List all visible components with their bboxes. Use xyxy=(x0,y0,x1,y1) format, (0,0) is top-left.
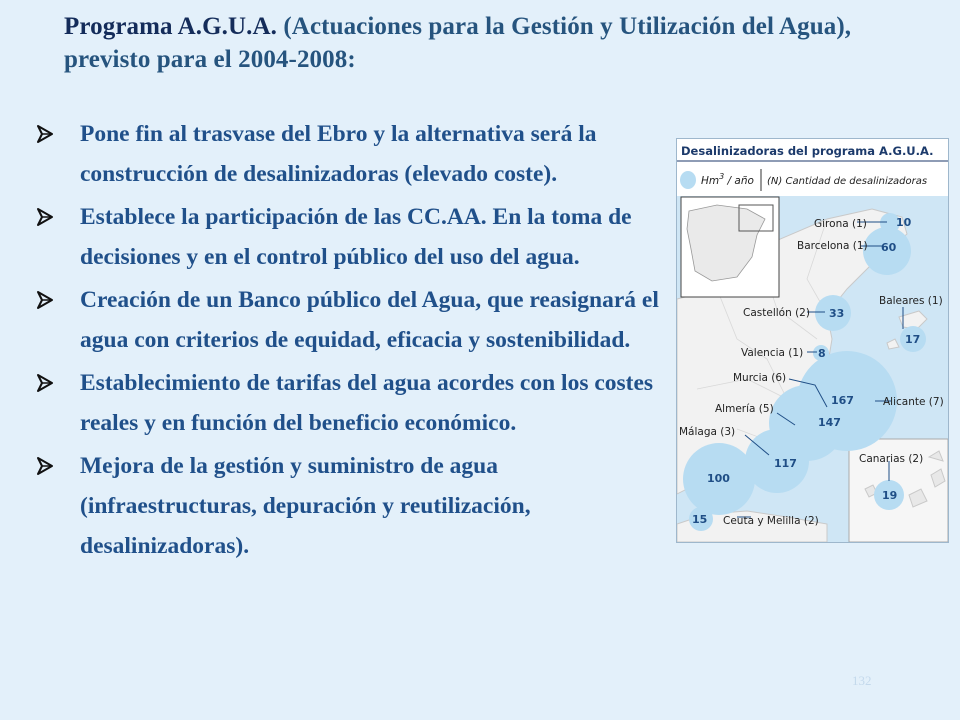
label-girona: Girona (1) xyxy=(814,218,867,230)
bullet-text: Creación de un Banco público del Agua, que reasignará el agua con criterios de equidad, eficacia y sostenibilidad. xyxy=(80,287,659,353)
label-castellon: Castellón (2) xyxy=(743,307,810,319)
bullet-text: Pone fin al trasvase del Ebro y la alternativa será la construcción de desalinizadoras (elevado coste). xyxy=(80,121,597,187)
slide-number: 132 xyxy=(852,673,872,688)
value-barcelona: 60 xyxy=(881,241,897,254)
title-description: (Actuaciones para la Gestión y Utilización del Agua), previsto para el 2004-2008: xyxy=(64,13,852,73)
value-castellon: 33 xyxy=(829,307,845,320)
bullet-text: Establece la participación de las CC.AA. En la toma de decisiones y en el control público del uso del agua. xyxy=(80,204,632,270)
desalination-map xyxy=(676,138,949,543)
value-canarias: 19 xyxy=(882,489,898,502)
arrow-bullet-icon xyxy=(34,206,56,228)
map-title: Desalinizadoras del programa A.G.U.A. xyxy=(681,144,934,158)
legend-count: (N) Cantidad de desalinizadoras xyxy=(767,176,928,187)
arrow-bullet-icon xyxy=(34,455,56,477)
title-program-name: Programa A.G.U.A. xyxy=(64,13,278,40)
label-valencia: Valencia (1) xyxy=(741,347,804,359)
bullet-item xyxy=(34,280,666,360)
arrow-bullet-icon xyxy=(34,372,56,394)
label-alicante: Alicante (7) xyxy=(883,396,944,408)
label-baleares: Baleares (1) xyxy=(879,295,943,307)
value-girona: 10 xyxy=(896,216,912,229)
value-valencia: 8 xyxy=(818,347,826,360)
legend-unit: Hm$^3$ / año xyxy=(701,172,754,187)
label-ceuta-melilla: Ceuta y Melilla (2) xyxy=(723,515,819,527)
label-barcelona: Barcelona (1) xyxy=(797,240,868,252)
value-extra: 15 xyxy=(692,513,708,526)
value-ceuta-melilla: 100 xyxy=(707,472,730,485)
label-murcia: Murcia (6) xyxy=(733,372,787,384)
value-malaga: 117 xyxy=(774,457,797,470)
label-malaga: Málaga (3) xyxy=(679,426,736,438)
bullet-list xyxy=(34,114,666,569)
arrow-bullet-icon xyxy=(34,123,56,145)
bullet-text: Mejora de la gestión y suministro de agua (infraestructuras, depuración y reutilización, desalinizadoras). xyxy=(80,453,531,559)
map-figure xyxy=(677,139,948,542)
bullet-item xyxy=(34,363,666,443)
label-almeria: Almería (5) xyxy=(715,403,774,415)
value-baleares: 17 xyxy=(905,333,921,346)
bullet-item xyxy=(34,114,666,194)
legend-bubble-icon xyxy=(680,171,696,189)
bullet-text: Establecimiento de tarifas del agua acordes con los costes reales y en función del beneficio económico. xyxy=(80,370,654,436)
value-almeria: 147 xyxy=(818,416,841,429)
bullet-item xyxy=(34,446,666,566)
bullet-item xyxy=(34,197,666,277)
arrow-bullet-icon xyxy=(34,289,56,311)
slide-title xyxy=(64,10,924,76)
label-canarias: Canarias (2) xyxy=(859,453,924,465)
value-murcia: 167 xyxy=(831,394,854,407)
